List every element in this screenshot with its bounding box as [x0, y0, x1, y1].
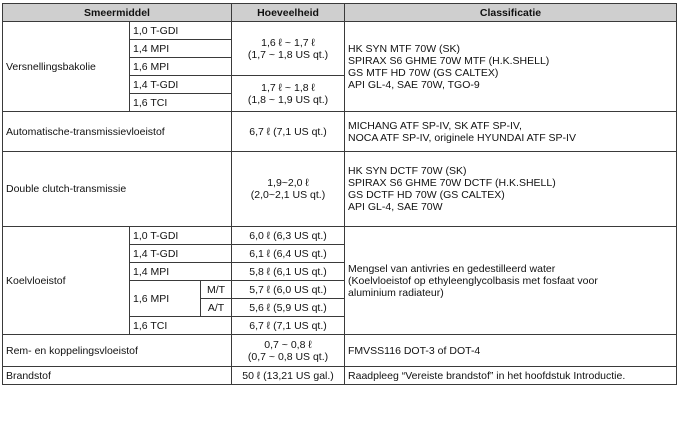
engine-cell: 1,0 T-GDI	[130, 227, 232, 245]
classification-line: SPIRAX S6 GHME 70W MTF (H.K.SHELL)	[348, 54, 550, 67]
header-classification: Classificatie	[345, 4, 677, 22]
classification-cell	[345, 152, 677, 227]
lubricant-name: Koelvloeistof	[3, 227, 130, 335]
engine-cell: 1,4 MPI	[130, 263, 232, 281]
classification-line: Mengsel van antivries en gedestilleerd water	[348, 262, 556, 275]
classification-line: HK SYN DCTF 70W (SK)	[348, 165, 467, 177]
table-row	[3, 112, 677, 152]
engine-cell: 1,6 MPI	[130, 58, 232, 76]
classification-line: NOCA ATF SP-IV, originele HYUNDAI ATF SP-IV	[348, 131, 576, 144]
classification-line: SPIRAX S6 GHME 70W DCTF (H.K.SHELL)	[348, 177, 556, 189]
table-row	[3, 227, 677, 245]
quantity-line: (1,7 ~ 1,8 US qt.)	[247, 48, 329, 61]
classification-line: GS MTF HD 70W (GS CALTEX)	[348, 66, 499, 79]
engine-cell: 1,4 T-GDI	[130, 76, 232, 94]
table-header-row	[3, 4, 677, 22]
classification-cell: FMVSS116 DOT-3 of DOT-4	[345, 335, 677, 367]
quantity-line: (0,7 ~ 0,8 US qt.)	[247, 350, 329, 363]
quantity-line: 1,6 ℓ ~ 1,7 ℓ	[261, 36, 315, 49]
header-lubricant: Smeermiddel	[3, 4, 232, 22]
quantity-cell	[232, 152, 345, 227]
quantity-cell: 6,7 ℓ (7,1 US qt.)	[232, 317, 345, 335]
classification-line: GS DCTF HD 70W (GS CALTEX)	[348, 189, 505, 201]
quantity-line: 1,9~2,0 ℓ	[267, 177, 309, 189]
engine-cell: 1,6 MPI	[130, 281, 201, 317]
engine-cell: 1,4 MPI	[130, 40, 232, 58]
classification-cell: Raadpleeg “Vereiste brandstof” in het hoofdstuk Introductie.	[345, 367, 677, 385]
quantity-cell	[232, 335, 345, 367]
classification-line: API GL-4, SAE 70W, TGO-9	[348, 78, 480, 91]
engine-cell: 1,6 TCI	[130, 317, 232, 335]
table-row	[3, 22, 677, 40]
lubricant-name: Versnellingsbakolie	[3, 22, 130, 112]
engine-cell: 1,4 T-GDI	[130, 245, 232, 263]
lubricant-spec-table	[2, 3, 677, 385]
engine-cell: 1,0 T-GDI	[130, 22, 232, 40]
quantity-line: 0,7 ~ 0,8 ℓ	[264, 338, 312, 351]
classification-line: MICHANG ATF SP-IV, SK ATF SP-IV,	[348, 119, 522, 132]
gearbox-cell: A/T	[201, 299, 232, 317]
table-row	[3, 152, 677, 227]
classification-cell	[345, 227, 677, 335]
table-row	[3, 335, 677, 367]
quantity-cell: 6,0 ℓ (6,3 US qt.)	[232, 227, 345, 245]
quantity-cell: 50 ℓ (13,21 US gal.)	[232, 367, 345, 385]
quantity-cell: 5,8 ℓ (6,1 US qt.)	[232, 263, 345, 281]
lubricant-name: Brandstof	[3, 367, 232, 385]
quantity-cell: 5,7 ℓ (6,0 US qt.)	[232, 281, 345, 299]
gearbox-cell: M/T	[201, 281, 232, 299]
quantity-line: (1,8 ~ 1,9 US qt.)	[247, 93, 329, 106]
quantity-cell	[232, 76, 345, 112]
quantity-cell: 6,7 ℓ (7,1 US qt.)	[232, 112, 345, 152]
lubricant-name: Double clutch-transmissie	[3, 152, 232, 227]
classification-line: HK SYN MTF 70W (SK)	[348, 42, 461, 55]
table-row	[3, 367, 677, 385]
lubricant-name: Automatische-transmissievloeistof	[3, 112, 232, 152]
quantity-cell	[232, 22, 345, 76]
classification-line: (Koelvloeistof op ethyleenglycolbasis met fosfaat voor	[348, 274, 598, 287]
quantity-line: 1,7 ℓ ~ 1,8 ℓ	[261, 81, 315, 94]
engine-cell: 1,6 TCI	[130, 94, 232, 112]
quantity-cell: 5,6 ℓ (5,9 US qt.)	[232, 299, 345, 317]
quantity-line: (2,0~2,1 US qt.)	[250, 189, 326, 201]
lubricant-name: Rem- en koppelingsvloeistof	[3, 335, 232, 367]
quantity-cell: 6,1 ℓ (6,4 US qt.)	[232, 245, 345, 263]
classification-cell	[345, 112, 677, 152]
classification-cell	[345, 22, 677, 112]
classification-line: API GL-4, SAE 70W	[348, 201, 443, 213]
header-quantity: Hoeveelheid	[232, 4, 345, 22]
classification-line: aluminium radiateur)	[348, 286, 444, 299]
